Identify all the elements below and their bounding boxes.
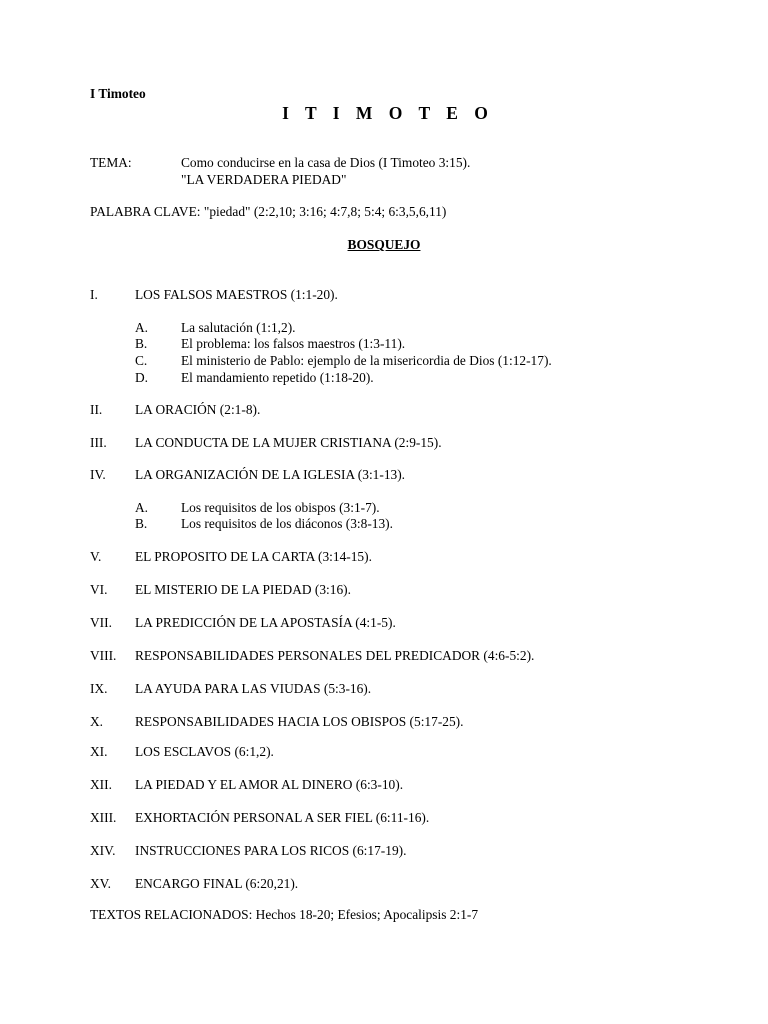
outline-text: LA AYUDA PARA LAS VIUDAS (5:3-16).	[135, 681, 372, 696]
outline-number: IX.	[90, 681, 108, 696]
outline-number: IV.	[90, 467, 106, 482]
outline-number: XIV.	[90, 843, 116, 858]
outline-text: LOS ESCLAVOS (6:1,2).	[135, 744, 274, 759]
subitem-letter: A.	[135, 500, 149, 515]
outline-item	[0, 714, 768, 731]
outline-text: EXHORTACIÓN PERSONAL A SER FIEL (6:11-16).	[135, 810, 430, 825]
outline-text: RESPONSABILIDADES HACIA LOS OBISPOS (5:17-25).	[135, 714, 464, 729]
outline-text: LOS FALSOS MAESTROS (1:1-20).	[135, 287, 338, 302]
subitem-text: El mandamiento repetido (1:18-20).	[181, 370, 374, 385]
palabra-clave: PALABRA CLAVE: "piedad" (2:2,10; 3:16; 4:7,8; 5:4; 6:3,5,6,11)	[90, 204, 447, 219]
running-header: I Timoteo	[90, 86, 146, 101]
outline-item	[0, 435, 768, 452]
outline-subitem	[0, 500, 768, 517]
outline-number: III.	[90, 435, 107, 450]
outline-subitem	[0, 353, 768, 370]
outline-text: INSTRUCCIONES PARA LOS RICOS (6:17-19).	[135, 843, 407, 858]
subitem-letter: B.	[135, 516, 148, 531]
outline-item	[0, 876, 768, 893]
outline-item	[0, 777, 768, 794]
outline-item	[0, 615, 768, 632]
outline-item	[0, 549, 768, 566]
outline-item	[0, 648, 768, 665]
outline-number: X.	[90, 714, 104, 729]
outline-text: LA PREDICCIÓN DE LA APOSTASÍA (4:1-5).	[135, 615, 396, 630]
outline-text: LA CONDUCTA DE LA MUJER CRISTIANA (2:9-15).	[135, 435, 442, 450]
outline-number: XIII.	[90, 810, 117, 825]
outline-item	[0, 744, 768, 761]
outline-number: I.	[90, 287, 98, 302]
outline-item	[0, 402, 768, 419]
subitem-text: El ministerio de Pablo: ejemplo de la misericordia de Dios (1:12-17).	[181, 353, 552, 368]
tema-label: TEMA:	[90, 155, 132, 170]
outline-number: XI.	[90, 744, 108, 759]
outline-subitem	[0, 320, 768, 337]
outline-item	[0, 467, 768, 484]
outline-text: RESPONSABILIDADES PERSONALES DEL PREDICADOR (4:6-5:2).	[135, 648, 535, 663]
outline-number: VIII.	[90, 648, 117, 663]
outline-number: VI.	[90, 582, 108, 597]
outline-subitem	[0, 516, 768, 533]
outline-number: VII.	[90, 615, 112, 630]
outline-text: EL MISTERIO DE LA PIEDAD (3:16).	[135, 582, 351, 597]
subitem-letter: D.	[135, 370, 149, 385]
outline-item	[0, 843, 768, 860]
outline-subitem	[0, 370, 768, 387]
outline-item	[0, 810, 768, 827]
page-title: I T I M O T E O	[282, 103, 494, 123]
subitem-letter: B.	[135, 336, 148, 351]
subitem-text: El problema: los falsos maestros (1:3-11).	[181, 336, 406, 351]
outline-number: XII.	[90, 777, 112, 792]
subitem-text: La salutación (1:1,2).	[181, 320, 296, 335]
tema-line: "LA VERDADERA PIEDAD"	[181, 172, 347, 187]
outline-text: LA ORGANIZACIÓN DE LA IGLESIA (3:1-13).	[135, 467, 406, 482]
outline-item	[0, 582, 768, 599]
subitem-letter: A.	[135, 320, 149, 335]
outline-text: LA ORACIÓN (2:1-8).	[135, 402, 261, 417]
subitem-text: Los requisitos de los obispos (3:1-7).	[181, 500, 380, 515]
outline-text: LA PIEDAD Y EL AMOR AL DINERO (6:3-10).	[135, 777, 404, 792]
outline-text: ENCARGO FINAL (6:20,21).	[135, 876, 299, 891]
outline-subitem	[0, 336, 768, 353]
outline-number: XV.	[90, 876, 111, 891]
bosquejo-heading: BOSQUEJO	[347, 237, 421, 252]
outline-text: EL PROPOSITO DE LA CARTA (3:14-15).	[135, 549, 372, 564]
subitem-text: Los requisitos de los diáconos (3:8-13).	[181, 516, 393, 531]
outline-item	[0, 681, 768, 698]
outline-item	[0, 287, 768, 304]
outline-number: V.	[90, 549, 102, 564]
subitem-letter: C.	[135, 353, 148, 368]
textos-relacionados: TEXTOS RELACIONADOS: Hechos 18-20; Efesios; Apocalipsis 2:1-7	[90, 907, 479, 922]
tema-line: Como conducirse en la casa de Dios (I Timoteo 3:15).	[181, 155, 471, 170]
outline-number: II.	[90, 402, 103, 417]
